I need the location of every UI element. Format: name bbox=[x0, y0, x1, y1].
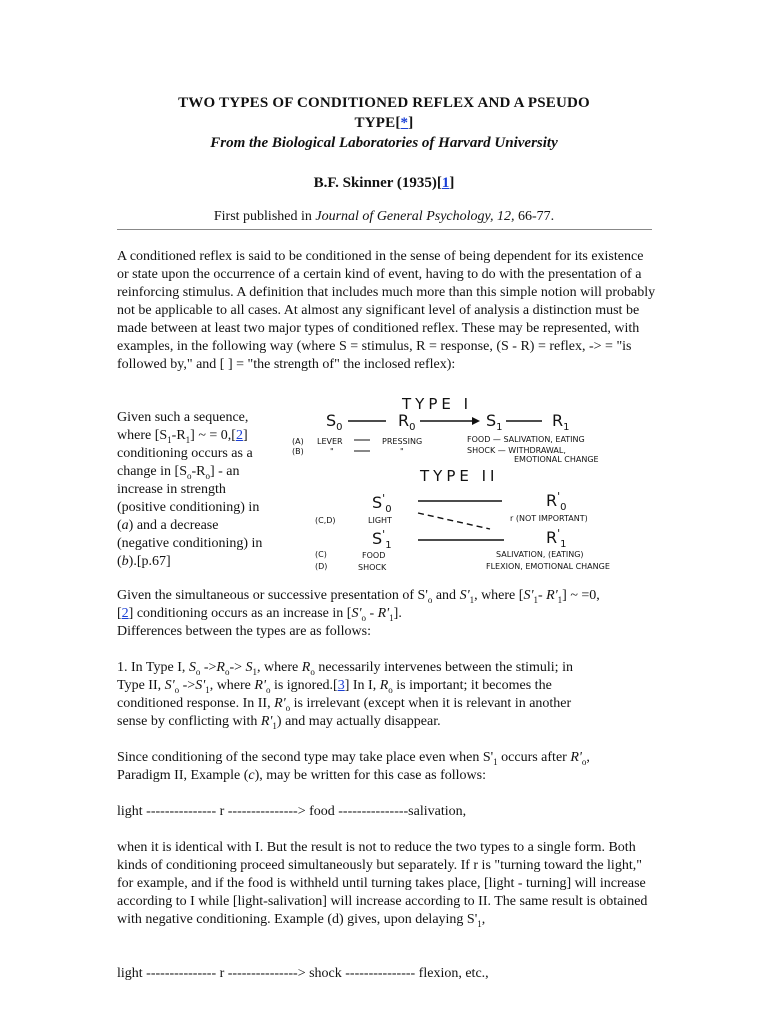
side-l7b: ) and a decrease bbox=[128, 518, 219, 533]
para6-text: when it is identical with I. But the result is not to reduce the two types to a single form. Both kinds of conditioning proceed simultaneously but separately. If r is "turning toward the light," for example, and if the food is withheld until turning takes place, [light - turning] will increase according to I while [light-salivation] will increase according to II. The same result is obtained with negative conditioning. Example (d) gives, upon delaying S' bbox=[117, 840, 648, 927]
paragraph-intro bbox=[117, 248, 657, 374]
type2-r1: $R'_1$ bbox=[546, 527, 567, 550]
salivation-eating-label: SALIVATION, (EATING) bbox=[496, 550, 584, 559]
side-l4: change in [S bbox=[117, 464, 187, 479]
para4-text: Since conditioning of the second type may take place even when S' bbox=[117, 750, 494, 765]
side-line-6: (positive conditioning) in bbox=[117, 500, 260, 515]
publication-pages: 66-77. bbox=[514, 209, 555, 224]
title-line-1: TWO TYPES OF CONDITIONED REFLEX AND A PSEUDO bbox=[178, 95, 590, 111]
para2-text: Given the simultaneous or successive presentation of S' bbox=[117, 588, 428, 603]
side-line-2: where $[S_1-R_1]$ ~ = 0,[2] bbox=[117, 428, 248, 445]
type-1-title: TYPE I bbox=[402, 395, 473, 413]
label-b: (B) bbox=[292, 447, 304, 456]
para2-line-3: Differences between the types are as follows: bbox=[117, 624, 371, 639]
para3-line-3: conditioned response. In II, $R'_o$ is irrelevant (except when it is relevant in another bbox=[117, 696, 572, 713]
type2-r0: $R'_0$ bbox=[546, 490, 567, 513]
side-l7-a: a bbox=[121, 518, 129, 533]
side-l2b: -R bbox=[171, 428, 186, 443]
title-footnote-link[interactable]: * bbox=[400, 115, 409, 131]
para3-line-4: sense by conflicting with $R'_1$) and may actually disappear. bbox=[117, 714, 441, 731]
side-line-9 bbox=[117, 553, 292, 571]
type1-r0: $R_0$ bbox=[398, 411, 416, 433]
title-line-2-suffix: ] bbox=[408, 115, 414, 131]
type1-r1: $R_1$ bbox=[552, 411, 570, 433]
publication-line bbox=[0, 209, 768, 225]
side-l4b: -R bbox=[191, 464, 206, 479]
para2-line-1: Given the simultaneous or successive presentation of $S'_o$ and $S'_1$, where [$S'_1-$ $R'_1$] ~ =0, bbox=[117, 588, 600, 605]
figure-side-text bbox=[117, 409, 292, 571]
side-line-8: (negative conditioning) in bbox=[117, 536, 263, 551]
paragraph-5: light --------------- r ---------------> food ---------------salivation, bbox=[117, 804, 467, 819]
type1-arrowhead bbox=[472, 417, 480, 425]
type-2-title: TYPE II bbox=[420, 467, 499, 485]
label-cd: (C,D) bbox=[315, 516, 336, 525]
author-footnote-link[interactable]: 1 bbox=[441, 175, 450, 191]
author-text: B.F. Skinner (1935)[ bbox=[313, 175, 442, 191]
emotional-change-label: EMOTIONAL CHANGE bbox=[514, 455, 599, 464]
side-line-3: conditioning occurs as a bbox=[117, 446, 253, 461]
type2-s1: $S'_1$ bbox=[372, 528, 392, 551]
type1-s1: $S_1$ bbox=[486, 411, 503, 433]
lever-label: LEVER bbox=[317, 437, 343, 446]
side-line-5: increase in strength bbox=[117, 482, 226, 497]
type1-s0: $S_0$ bbox=[326, 411, 343, 433]
type2-s0: $S'_0$ bbox=[372, 492, 392, 515]
paragraph-4 bbox=[117, 749, 657, 785]
author-suffix: ] bbox=[449, 175, 455, 191]
side-l4c: ] - an bbox=[209, 464, 240, 479]
ditto-1: " bbox=[330, 447, 334, 456]
title-line-2 bbox=[0, 115, 768, 132]
side-ref-2-link[interactable]: 2 bbox=[235, 428, 243, 443]
label-d: (D) bbox=[315, 562, 328, 571]
subtitle: From the Biological Laboratories of Harvard University bbox=[210, 135, 558, 151]
paragraph-intro-text: A conditioned reflex is said to be conditioned in the sense of being dependent for its existence or state upon the occurrence of a certain kind of event, having to do with the presentation of a reinforcing stimulus. A definition that includes much more than this simple notion will probably not be applicable to all cases. At almost any significant level of analysis a distinction must be made between at least two major types of conditioned reflex. These may be represented, with examples, in the following way (where S = stimulus, R = response, (S - R) = reflex, -> = "is followed by," and [ ] = "the strength of" the inclosed reflex): bbox=[117, 249, 656, 372]
para3-ref-link[interactable]: 3 bbox=[337, 678, 345, 693]
header-divider bbox=[117, 229, 652, 230]
author bbox=[0, 175, 768, 192]
food-salivation-label: FOOD — SALIVATION, EATING bbox=[467, 435, 585, 444]
shock-withdrawal-label: SHOCK — WITHDRAWAL, bbox=[467, 446, 566, 455]
pressing-label: PRESSING bbox=[382, 437, 423, 446]
para2-line-2: [2] conditioning occurs as an increase in $[S'_o - R'_1]$. bbox=[117, 606, 402, 623]
shock-label: SHOCK bbox=[358, 563, 387, 572]
not-important-label: r (NOT IMPORTANT) bbox=[510, 514, 588, 523]
side-l9a: ( bbox=[117, 554, 122, 569]
type2-dashed-line bbox=[418, 513, 490, 529]
side-line-1: Given such a sequence, bbox=[117, 410, 249, 425]
side-line-4: change in $[S_o-R_o]$ - an bbox=[117, 464, 240, 481]
paragraph-2 bbox=[117, 587, 657, 641]
label-a: (A) bbox=[292, 437, 304, 446]
label-c: (C) bbox=[315, 550, 327, 559]
side-l9b: ).[p.67] bbox=[128, 554, 171, 569]
side-l7a: ( bbox=[117, 518, 122, 533]
food-label: FOOD bbox=[362, 551, 386, 560]
para3-line-1: 1. In Type I, $S_o$ $->R_o-> S_1$, where $R_o$ necessarily intervenes between the stimuli; in bbox=[117, 660, 573, 677]
para4-line-2: Paradigm II, Example (c), may be written for this case as follows: bbox=[117, 768, 486, 783]
side-line-7 bbox=[117, 517, 292, 535]
conditioning-diagram bbox=[290, 392, 640, 577]
publication-prefix: First published in bbox=[213, 209, 316, 224]
side-l9-b: b bbox=[121, 554, 129, 569]
paragraph-3 bbox=[117, 659, 657, 731]
light-label: LIGHT bbox=[368, 516, 392, 525]
ditto-2: " bbox=[400, 447, 404, 456]
paragraph-6: when it is identical with I. But the result is not to reduce the two types to a single form. Both kinds of conditioning proceed simultaneously but separately. If r is "turning toward the light," for example, and if the food is withheld until turning takes place, [light - turning] will increase according to I while [light-salivation] will increase according to II. The same result is obtained with negative conditioning. Example (d) gives, upon delaying $S'_1$, bbox=[117, 840, 648, 929]
flexion-emotional-label: FLEXION, EMOTIONAL CHANGE bbox=[486, 562, 610, 571]
paragraph-7: light --------------- r ---------------> shock --------------- flexion, etc., bbox=[117, 966, 489, 981]
para3-text: 1. In Type I, bbox=[117, 660, 186, 675]
para3-line-2: Type II, $S'_o$ $->S'_1$, where $R'_o$ is ignored.[3] In I, $R_o$ is important; it becomes the bbox=[117, 678, 552, 695]
publication-journal: Journal of General Psychology, 12, bbox=[315, 209, 515, 224]
title-line-2-text: TYPE[ bbox=[354, 115, 401, 131]
para2-ref-link[interactable]: 2 bbox=[121, 606, 129, 621]
side-l2a: where [S bbox=[117, 428, 168, 443]
side-l2c: ] ~ = 0,[ bbox=[190, 428, 236, 443]
para4-line-1: Since conditioning of the second type may take place even when $S'_1$ occurs after $R'_o$, bbox=[117, 750, 590, 767]
